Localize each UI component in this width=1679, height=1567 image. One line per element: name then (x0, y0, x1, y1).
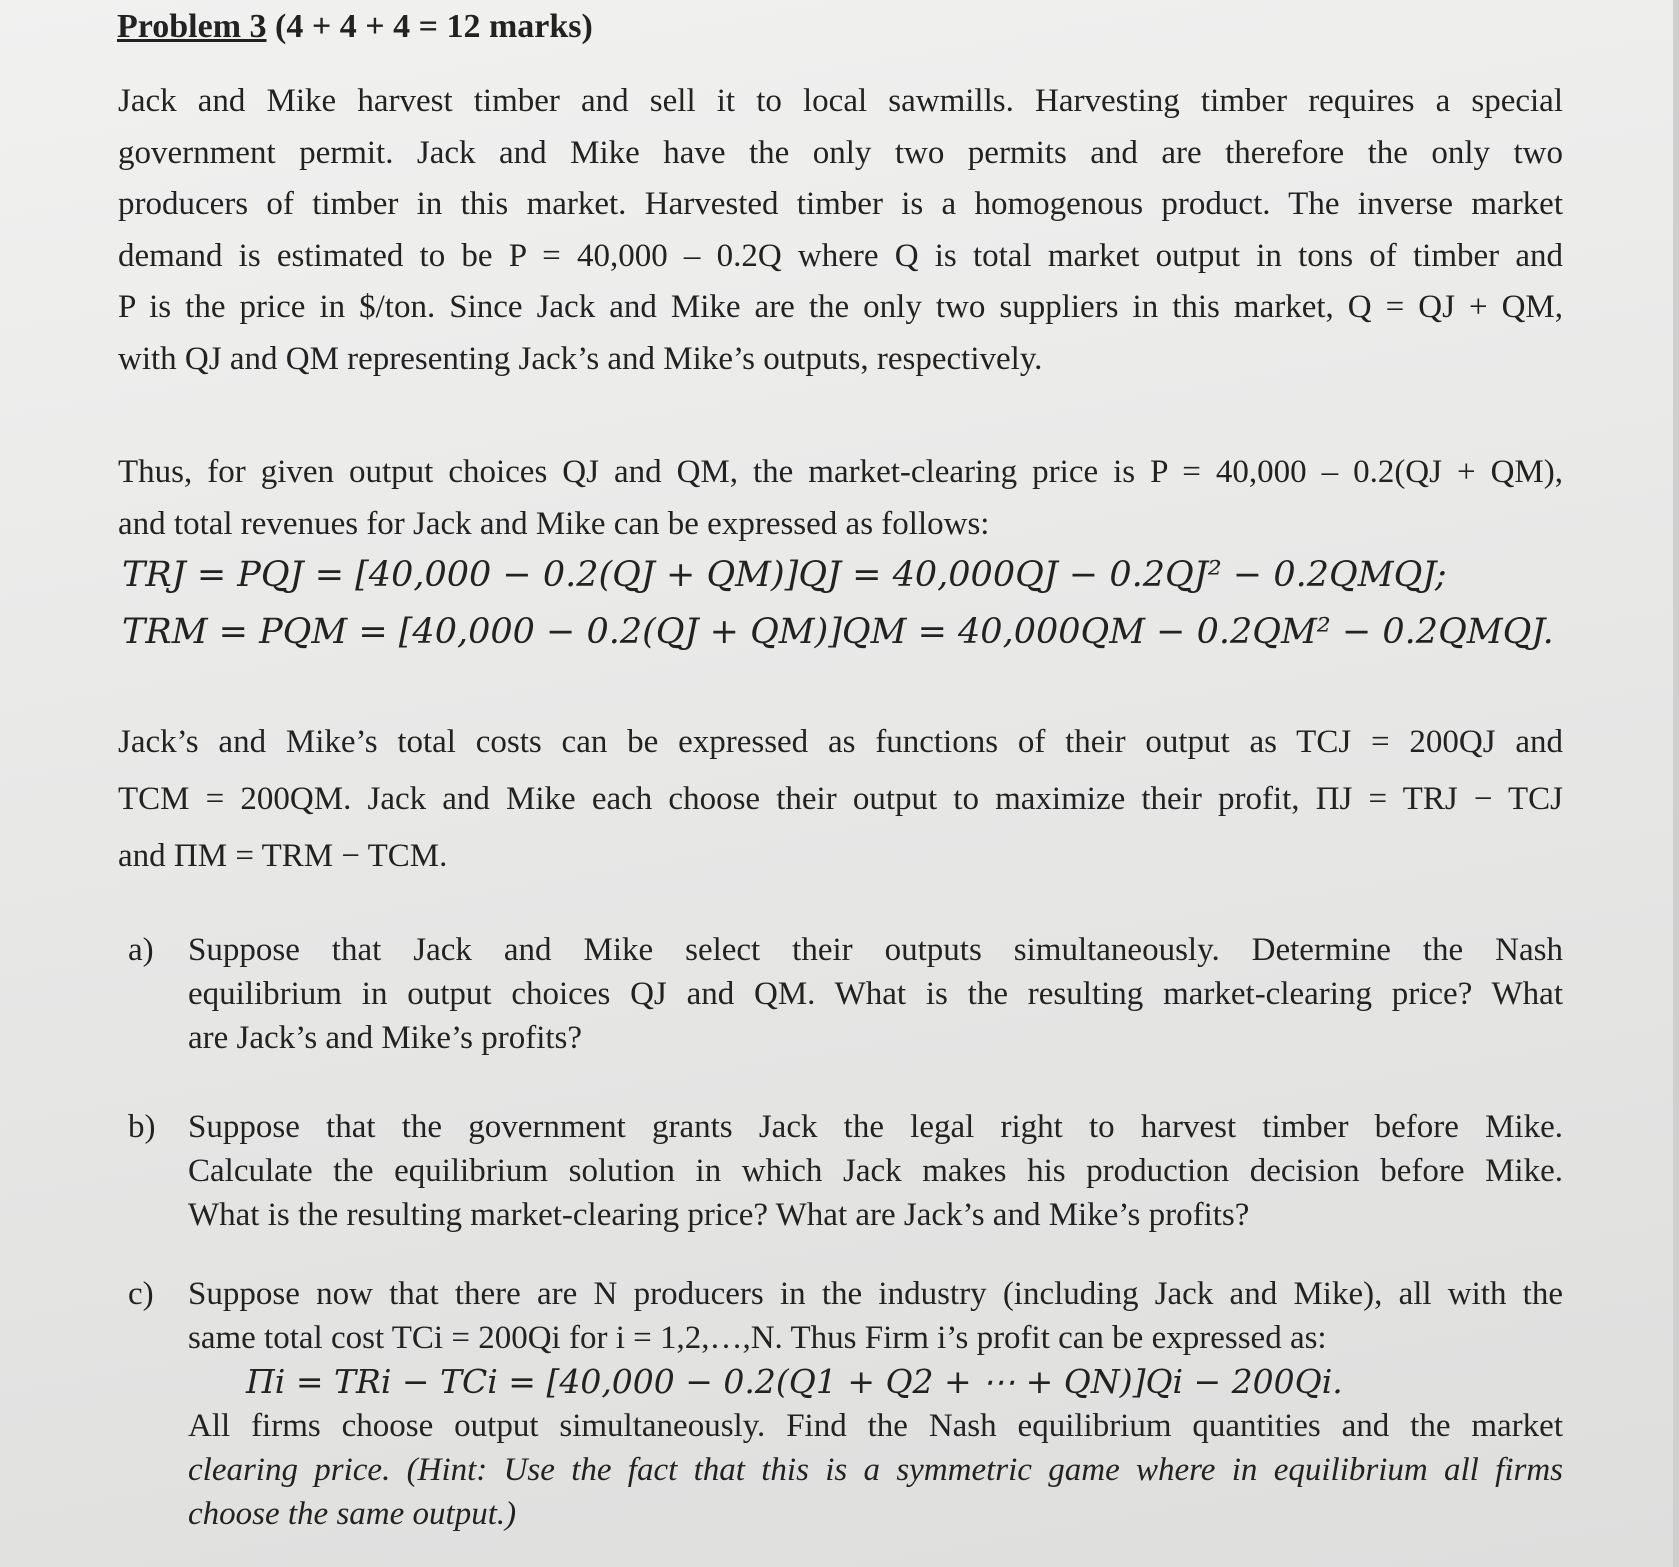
problem-title (117, 8, 593, 46)
intro-paragraph (118, 76, 1563, 385)
question-line: What is the resulting market-clearing price? What are Jack’s and Mike’s profits? (188, 1197, 1250, 1233)
question-body (188, 928, 1563, 1060)
intro-line: Jack and Mike harvest timber and sell it to local sawmills. Harvesting timber requires a special (118, 83, 1563, 119)
question-body (188, 1272, 1563, 1536)
question-line: Suppose that Jack and Mike select their outputs simultaneously. Determine the Nash (188, 932, 1563, 968)
intro-line: with QJ and QM representing Jack’s and Mike’s outputs, respectively. (118, 340, 1043, 377)
hint-line: choose the same output.) (188, 1496, 517, 1532)
revenue-line: Thus, for given output choices QJ and QM, the market-clearing price is P = 40,000 – 0.2(QJ + QM), (118, 454, 1563, 490)
intro-line: demand is estimated to be P = 40,000 – 0.2Q where Q is total market output in tons of timber and (118, 237, 1563, 274)
problem-marks: (4 + 4 + 4 = 12 marks) (266, 8, 593, 45)
page-edge-shadow (1673, 0, 1679, 1567)
question-line: are Jack’s and Mike’s profits? (188, 1020, 583, 1056)
question-line: All firms choose output simultaneously. Find the Nash equilibrium quantities and the market (188, 1408, 1563, 1444)
question-line: equilibrium in output choices QJ and QM. What is the resulting market-clearing price? What (188, 976, 1563, 1012)
question-b (128, 1105, 1568, 1245)
question-marker: a) (128, 932, 154, 968)
costs-line: and ΠM = TRM − TCM. (118, 838, 448, 874)
costs-line: TCM = 200QM. Jack and Mike each choose their output to maximize their profit, ΠJ = TRJ − TCJ (118, 781, 1563, 817)
revenue-equation-jack: TRJ = PQJ = [40,000 − 0.2(QJ + QM)]QJ = 40,000QJ − 0.2QJ² − 0.2QMQJ; (122, 555, 1447, 595)
profit-equation: Πi = TRi − TCi = [40,000 − 0.2(Q1 + Q2 + ⋯ + QN)]Qi − 200Qi. (246, 1362, 1343, 1401)
question-a (128, 928, 1568, 1068)
intro-line: producers of timber in this market. Harvested timber is a homogenous product. The inverse market (118, 186, 1563, 222)
question-marker: c) (128, 1276, 154, 1312)
question-line: Calculate the equilibrium solution in which Jack makes his production decision before Mike. (188, 1153, 1563, 1189)
revenue-line: and total revenues for Jack and Mike can be expressed as follows: (118, 505, 990, 542)
question-body (188, 1105, 1563, 1237)
costs-paragraph (118, 714, 1563, 885)
question-line: Suppose now that there are N producers in the industry (including Jack and Mike), all with the (188, 1276, 1563, 1312)
question-c (128, 1272, 1568, 1532)
revenue-paragraph (118, 447, 1563, 550)
revenue-equation-mike: TRM = PQM = [40,000 − 0.2(QJ + QM)]QM = 40,000QM − 0.2QM² − 0.2QMQJ. (122, 612, 1554, 652)
question-line: same total cost TCi = 200Qi for i = 1,2,…,N. Thus Firm i’s profit can be expressed as: (188, 1320, 1327, 1356)
intro-line: P is the price in $/ton. Since Jack and Mike are the only two suppliers in this market, Q = QJ + QM, (118, 289, 1563, 325)
hint-line: clearing price. (Hint: Use the fact that this is a symmetric game where in equilibrium all firms (188, 1452, 1563, 1488)
question-marker: b) (128, 1109, 156, 1145)
question-line: Suppose that the government grants Jack the legal right to harvest timber before Mike. (188, 1109, 1563, 1145)
intro-line: government permit. Jack and Mike have the only two permits and are therefore the only two (118, 134, 1563, 171)
problem-heading: Problem 3 (117, 8, 267, 45)
costs-line: Jack’s and Mike’s total costs can be expressed as functions of their output as TCJ = 200QJ and (118, 724, 1563, 760)
